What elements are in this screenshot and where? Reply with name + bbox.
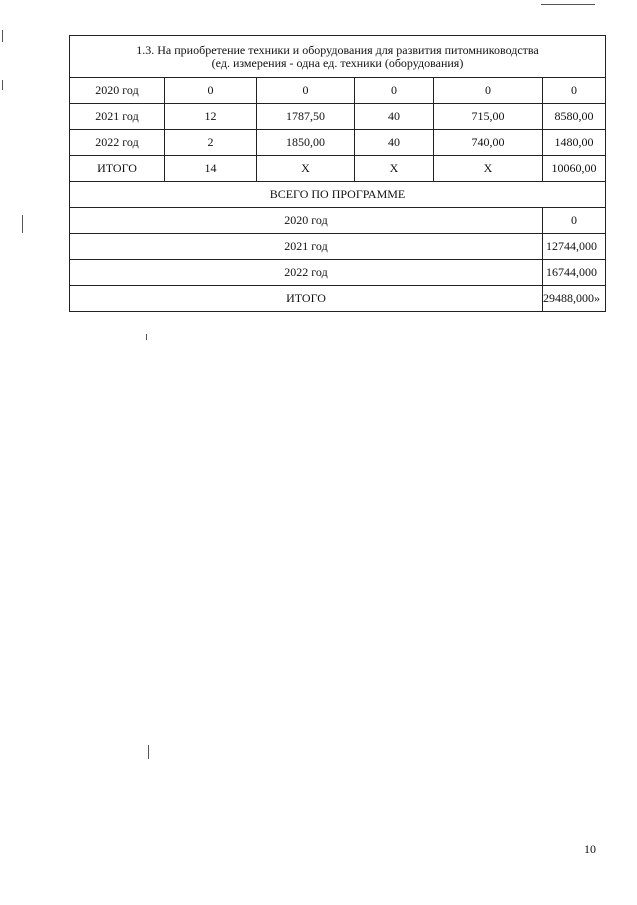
- value-cell: 715,00: [434, 104, 543, 130]
- value-cell: 14: [165, 156, 257, 182]
- program-value: 12744,000: [543, 234, 606, 260]
- value-cell: 40: [355, 130, 434, 156]
- value-cell: 0: [355, 78, 434, 104]
- value-cell: Х: [257, 156, 355, 182]
- year-cell: ИТОГО: [70, 156, 165, 182]
- table-row-2022: [70, 130, 606, 156]
- year-cell: 2021 год: [70, 104, 165, 130]
- scan-mark: [148, 745, 149, 759]
- program-row-2021: [70, 234, 606, 260]
- scan-mark: [2, 30, 3, 42]
- table-row-2021: [70, 104, 606, 130]
- total-cell: 0: [543, 78, 606, 104]
- value-cell: Х: [434, 156, 543, 182]
- scan-mark: [541, 4, 595, 5]
- program-row-2020: [70, 208, 606, 234]
- program-row-2022: [70, 260, 606, 286]
- program-heading: ВСЕГО ПО ПРОГРАММЕ: [70, 182, 606, 208]
- value-cell: 0: [257, 78, 355, 104]
- scan-mark: [2, 80, 3, 90]
- value-cell: 12: [165, 104, 257, 130]
- total-cell: 8580,00: [543, 104, 606, 130]
- scan-mark: [146, 334, 147, 340]
- program-value: 16744,000: [543, 260, 606, 286]
- year-cell: 2020 год: [70, 78, 165, 104]
- program-row-total: [70, 286, 606, 312]
- program-label: 2020 год: [70, 208, 543, 234]
- program-label: ИТОГО: [70, 286, 543, 312]
- section-title: [70, 36, 606, 78]
- year-cell: 2022 год: [70, 130, 165, 156]
- table-row-total: [70, 156, 606, 182]
- page-number: 10: [584, 842, 596, 856]
- total-cell: 10060,00: [543, 156, 606, 182]
- program-value: 0: [543, 208, 606, 234]
- value-cell: 2: [165, 130, 257, 156]
- value-cell: Х: [355, 156, 434, 182]
- program-label: 2021 год: [70, 234, 543, 260]
- table-row-2020: [70, 78, 606, 104]
- program-value: 29488,000»: [543, 286, 606, 312]
- total-cell: 1480,00: [543, 130, 606, 156]
- section-title-line2: (ед. измерения - одна ед. техники (оборудования): [211, 55, 464, 70]
- value-cell: 40: [355, 104, 434, 130]
- value-cell: 0: [165, 78, 257, 104]
- value-cell: 1787,50: [257, 104, 355, 130]
- value-cell: 1850,00: [257, 130, 355, 156]
- scan-mark: [22, 215, 23, 233]
- section-title-line1: 1.3. На приобретение техники и оборудования для развития питомниководства: [136, 42, 539, 57]
- program-heading-row: [70, 182, 606, 208]
- program-label: 2022 год: [70, 260, 543, 286]
- value-cell: 0: [434, 78, 543, 104]
- funding-table: [69, 35, 606, 312]
- value-cell: 740,00: [434, 130, 543, 156]
